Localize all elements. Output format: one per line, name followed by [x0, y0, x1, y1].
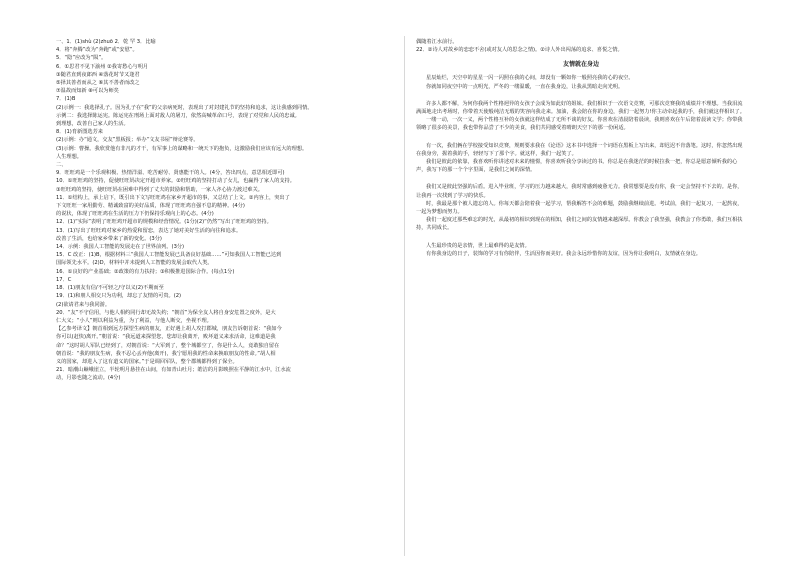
essay-line-top-1: 偶随着江水前行。 [416, 39, 458, 45]
answer-line: ③随君直到夜郎西 ④落花时节又逢君 [56, 71, 140, 78]
answer-line: 一、1．(1)shù (2)zhuō 2．乾 罕 3．比喻 [56, 39, 156, 45]
answer-line: 10．①旺旺鸡的坚持，促使旺旺妈决定开超市养家。②旺旺鸡的坚持打动了女儿，也赢得了家人的支持。 [56, 178, 295, 185]
essay-paragraph: 人生最珍贵的是亲情，世上最难得的是友情。 [426, 242, 530, 249]
essay-paragraph: 有你我身边的日子，装饰的学习有你陪伴，生活因你而美好。我会永远珍惜你的友谊，因为你让我明白，友情就在身边。 [426, 250, 701, 257]
essay-column [416, 38, 746, 258]
answer-line: 20．“友”不守信用，与他人相约同行却无故失约；“朝首”为保全友人将自身安危置之度外，是大 [56, 309, 276, 316]
essay-paragraph: 时，我最是那个被人遗忘的人。你每天都会陪着我一起学习，帮我解答不会的难题，鼓励我继续前进。考试前，我们一起复习，一起熬夜，一起为梦想而努力。 [416, 200, 743, 216]
answer-line: 12．(1)“实际”表明了旺旺鸡开超市的规模和经营情况。(1分)(2)“仍然”写出了旺旺鸡的坚持。 [56, 219, 272, 226]
answer-line: 仁大义；“小人”则以利益为重，为了利益，与他人断交，坐视不理。 [56, 317, 212, 324]
answer-line: 二、 [56, 162, 67, 169]
answer-line: 17．C [56, 276, 72, 283]
answer-line: 14．示例：我国人工智能的发展走在了世界前列。(3分) [56, 244, 185, 251]
essay-paragraph: 一缕一动，一次一义，两个性格互补的女孩就这样结成了无所不谈的好友。你喜欢在清晨陪着晨读，我则喜欢在午后陪着晨读文学；你带我领略了很多的美景，我也带你品尝了不少的美食，我们共同感受着晴朗天空下的那一份闲适。 [416, 117, 743, 132]
answer-line: (3)示例：曹操。我欣赏他有非凡的才干，有军事上的谋略和一统天下的抱负，这激励我们应该有远大的理想。 [56, 145, 308, 152]
column-divider [404, 36, 405, 556]
answer-line: 8．(1)育新图选芳来 [56, 129, 103, 136]
answer-line: 9．旺旺鸡是一个乐观积极、热情洋溢、吃苦耐劳、贤惠能干的人。(4分，答出四点，意思相近即可) [56, 170, 285, 177]
answer-line: 义的国家，却进入了这有道义的国家。”于是调回军队，整个郡城都得到了保全。 [56, 358, 238, 365]
answer-line: 动，月影也随之流动。(4分) [56, 375, 121, 382]
answer-line: 你可以(赶快)离开。”朝首说：“我远道来探望您，您却让我离开，败坏道义来求活命，这难道是我 [56, 334, 276, 341]
answer-line: (2)示例：办“通文，交友”黑板报；举办“文友书屋”辩论赛等。 [56, 137, 199, 144]
essay-paragraph: 我们一起度过那些难忘的时光，从最初的相识到现在的相知，我们之间的友情越来越深厚。你教会了我坚强，我教会了你勇敢，我们互相扶持，共同成长。 [416, 217, 743, 232]
answer-line: 的说状，体现了旺旺鸡在生活的压力下仍保持乐观向上的心态。(4分) [56, 211, 214, 218]
answer-line: ⑤择其善者而从之 ⑥其不善者而改之 [56, 80, 140, 87]
answer-line: (2)示例一：我选择孔子。因为孔子在“我”的父亲病死时，表现出了对封建礼节的坚持和追求，这让我感到同情。 [56, 104, 313, 111]
essay-paragraph: 我们是彼此的依靠，我喜欢听你讲述对未来的憧憬，你喜欢听我分享读过的书。你总是在我迷茫的时候拉我一把，你总是愿意倾听我的心声，我写下的那一个个字里面，是我们之间的深情。 [416, 159, 738, 174]
answer-line: 命？”这时胡人军队已经到了，对朝首说：“大军到了，整个城都空了，你是什么人，竟敢独自留在 [56, 342, 280, 349]
answer-key-column [56, 38, 396, 383]
answer-line: 15．C 改正：(1)B，根据材料三“我国人工智能发展已具备良好基础……”可知我国人工智能已达到 [56, 252, 282, 259]
answer-line: 13．(1)写出了旺旺鸡对家乡的热爱和留恋，表达了她对美好生活的向往和追求。 [56, 227, 242, 234]
answer-line: 5．“隐”应改为“陨”。 [56, 55, 107, 62]
answer-line: 国际领先水平。(2)D，材料中并未提到人工智能的发展会取代人类。 [56, 260, 213, 267]
answer-line: ③旺旺鸡的坚持，使旺旺妈在困难中得到了丈夫的鼓励和帮助，一家人齐心协力渡过难关。 [56, 186, 263, 193]
answer-line: 18．(1)朋友有信/不可轻之/守以义(2)不期而至 [56, 285, 164, 292]
answer-line: 人生理想。 [56, 153, 82, 160]
answer-line: (2)欲请君来与我同游。 [56, 301, 111, 308]
essay-paragraph: 有一次，我们俩在学校接受知识竞赛，规则要求我在《论语》这本书中选择一个词语在黑板上写出来，却迟迟不肯落笔。这时，你忽然出现在我身旁，握着我的手，轻轻写下了那个字。就这样，我们一起笑了。 [416, 142, 743, 157]
essay-paragraph: 星辰灿烂，天空中的星星一闪一闪照在我的心间，却没有一颗如你一般照亮我的心的夜空。 [426, 75, 634, 82]
answer-line: 改善了生活，也给家乡带来了新的变化。(3分) [56, 235, 162, 242]
answer-line: 4．将“奔腾”改为“奔跑”或“安慰”。 [56, 47, 138, 54]
paragraph-gap [416, 233, 746, 242]
answer-line: 下文旺旺一家用勤劳、精诚致富的美好品质，体现了旺旺鸡自强不息的精神。(4分) [56, 203, 245, 210]
answer-line: 19．(1)和朋人相交只为功利，却忘了友情的可贵。(2) [56, 293, 182, 300]
answer-line: 16．①良好的产业基础；②政策的有力扶持；③积极推进国际合作。(每点1分) [56, 268, 235, 275]
answer-line: 7．(1)B [56, 96, 76, 103]
essay-paragraph: 你就如同夜空中的一点明光，严冬的一缕温暖，一直在我身边，让我从黑暗走向光明。 [426, 83, 624, 90]
essay-line-top-2: 22．②诗人对故乡的恋恋不舍(或对友人的思念之情)。②诗人外出闯荡的追求、喜悦之情。 [416, 47, 623, 54]
answer-line: 到理想，改善自己家人的生活。 [56, 121, 129, 128]
answer-line: 朝首说：“我的朋友生病，我不忍心丢弃他(离开)，我宁愿用我的性命来换取朋友的性命。”胡人相 [56, 350, 276, 357]
essay-paragraph: 许多人都不解，为何你我两个性格迥异的女孩子会成为如此好的姐妹。我们相识于一次语文竞赛，可那次竞赛我的成绩并不理想。当我泪流满面地走出考场时，你带着天使般纯洁无瑕的笑容向我走来。加油，我会陪在你的身边，我们一起努力!你主动牵起我的手，我们就这样相识了。 [416, 100, 745, 116]
answer-line: 【乙参考译文】朝首相到远方探望生病的朋友，正好遇上胡人攻打郡城，朋友告诉朝首说：“我如今 [56, 326, 282, 333]
answer-line: 示例二：我选择陈运宪。陈运宪在刑场上面对敌人的屠刀，依然高喊革命口号，表现了对党和人民的忠诚。 [56, 112, 300, 119]
essay-paragraph: 我们又是彼此坚强的后盾。进入毕业班，学习的压力越来越大，我时常感到疲惫无力。我常想要是没有你，我一定会坚持不下去的。是你，让我再一次找到了学习的快乐。 [416, 184, 743, 199]
answer-line: 6．①思君不见下渝州 ②我寄愁心与明月 [56, 63, 149, 70]
answer-line: 11．①结构上，承上启下，既引出下文写旺旺鸡在家乡开超市的事，又总结了上文。②内容上，突出了 [56, 194, 290, 201]
paragraph-gap [416, 133, 746, 142]
answer-line: 21．暗潮山巅峨崖立，半轮明月悬挂在山间，有如青山吐月；皓洁的月影映照在平静的江水中，江水流 [56, 367, 291, 374]
answer-line: ⑦温故而知新 ⑧可以为师矣 [56, 88, 119, 95]
paragraph-gap [416, 174, 746, 183]
essay-title: 友情就在身边 [562, 61, 599, 69]
paragraph-gap [416, 91, 746, 100]
